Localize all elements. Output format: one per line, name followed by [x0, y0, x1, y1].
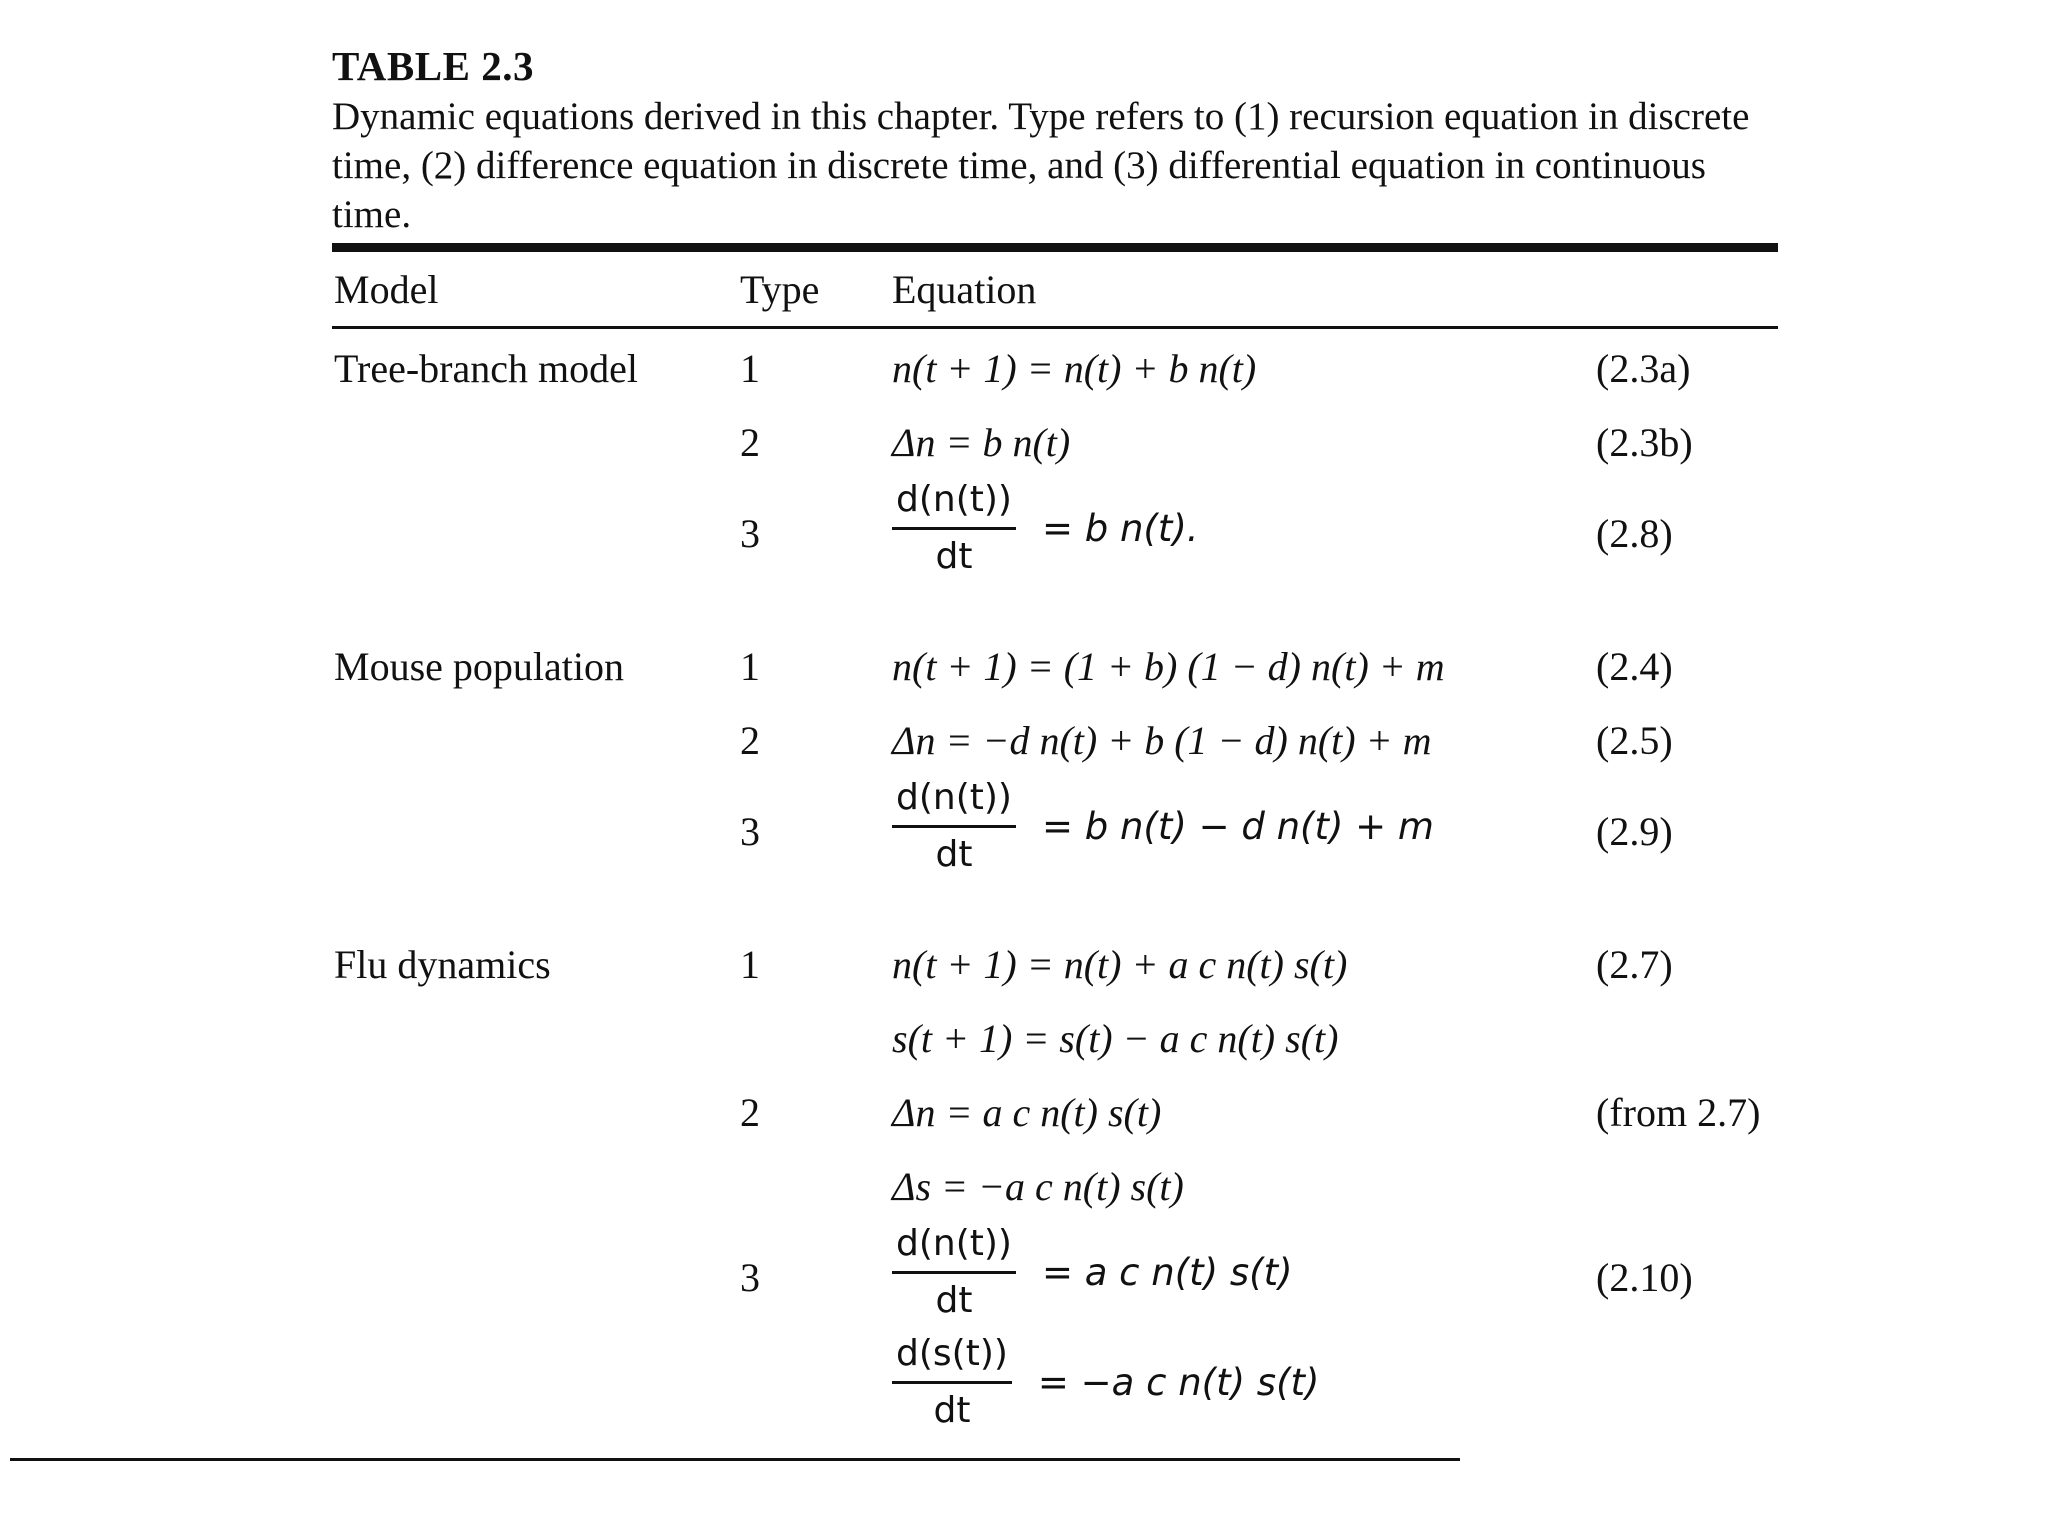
fraction-numerator: d(n(t)): [892, 1221, 1016, 1274]
table-row: [332, 1331, 1790, 1441]
fraction-numerator: d(n(t)): [892, 775, 1016, 828]
equation-reference: (2.3b): [1596, 420, 1693, 465]
table-row: [332, 1221, 1790, 1331]
equation-rhs: = b n(t).: [1041, 507, 1199, 550]
equation-rhs: = b n(t) − d n(t) + m: [1041, 805, 1434, 848]
table-row: [332, 477, 1790, 587]
table-row: [332, 403, 1790, 477]
table-row: [332, 1073, 1790, 1147]
table-row: [332, 1147, 1790, 1221]
fraction-denominator: dt: [933, 1390, 971, 1431]
equation-reference: (2.8): [1596, 511, 1673, 556]
model-name: Mouse population: [334, 644, 624, 689]
equation: [892, 1015, 1338, 1062]
table-row: [332, 775, 1790, 885]
fraction-numerator: d(s(t)): [892, 1331, 1012, 1384]
equation-text: Δn = b n(t): [892, 420, 1071, 465]
type-number: 2: [740, 718, 760, 763]
fraction-denominator: dt: [935, 834, 973, 875]
equation-reference: (2.3a): [1596, 346, 1691, 391]
derivative-fraction: [892, 1331, 1012, 1434]
model-group: [332, 587, 1790, 885]
equation: [892, 643, 1445, 690]
fraction-denominator: dt: [935, 1280, 973, 1321]
type-number: 3: [740, 511, 760, 556]
derivative-fraction: [892, 775, 1016, 878]
header-model: Model: [334, 267, 439, 312]
bottom-rule: [10, 1458, 1460, 1461]
header-type: Type: [740, 267, 820, 312]
equation-reference: (2.4): [1596, 644, 1673, 689]
derivative-fraction: [892, 1221, 1016, 1324]
equation: [892, 1089, 1161, 1136]
equation: [892, 1163, 1184, 1210]
table-row: [332, 925, 1790, 999]
equation-text: s(t + 1) = s(t) − a c n(t) s(t): [892, 1016, 1339, 1061]
model-group: [332, 329, 1790, 587]
top-rule: [332, 243, 1778, 252]
table-row: [332, 999, 1790, 1073]
equation-text: n(t + 1) = (1 + b) (1 − d) n(t) + m: [892, 644, 1445, 689]
equation: [892, 419, 1070, 466]
equation-text: n(t + 1) = n(t) + b n(t): [892, 346, 1257, 391]
type-number: 2: [740, 1090, 760, 1135]
type-number: 1: [740, 346, 760, 391]
equation: [892, 345, 1256, 392]
table-document: [332, 40, 1790, 1441]
derivative-fraction: [892, 477, 1016, 580]
equation-reference: (2.7): [1596, 942, 1673, 987]
equation: [892, 941, 1347, 988]
type-number: 3: [740, 1255, 760, 1300]
equation-reference: (2.9): [1596, 809, 1673, 854]
equation: [892, 477, 1199, 580]
header-equation: Equation: [892, 267, 1037, 312]
type-number: 2: [740, 420, 760, 465]
header-row: [332, 252, 1790, 326]
model-group: [332, 885, 1790, 1441]
model-name: Flu dynamics: [334, 942, 551, 987]
equation: [892, 717, 1431, 764]
equation-text: Δs = −a c n(t) s(t): [892, 1164, 1184, 1209]
equation-text: Δn = a c n(t) s(t): [892, 1090, 1162, 1135]
equation: [892, 775, 1434, 878]
table-body: [332, 329, 1790, 1441]
table-row: [332, 329, 1790, 403]
equation-reference: (2.5): [1596, 718, 1673, 763]
equation: [892, 1331, 1319, 1434]
type-number: 1: [740, 942, 760, 987]
equation-reference: (2.10): [1596, 1255, 1693, 1300]
equation-rhs: = a c n(t) s(t): [1041, 1251, 1293, 1294]
type-number: 3: [740, 809, 760, 854]
table-row: [332, 701, 1790, 775]
equation-text: n(t + 1) = n(t) + a c n(t) s(t): [892, 942, 1348, 987]
equation: [892, 1221, 1293, 1324]
equation-reference: (from 2.7): [1596, 1090, 1761, 1135]
model-name: Tree-branch model: [334, 346, 638, 391]
table-row: [332, 627, 1790, 701]
table-caption: Dynamic equations derived in this chapter. Type refers to (1) recursion equation in discrete time, (2) difference equation in discrete time, and (3) differential equation in continuous time.: [332, 95, 1750, 236]
table-label: TABLE 2.3: [332, 43, 534, 89]
type-number: 1: [740, 644, 760, 689]
equation-rhs: = −a c n(t) s(t): [1037, 1361, 1320, 1404]
fraction-numerator: d(n(t)): [892, 477, 1016, 530]
fraction-denominator: dt: [935, 536, 973, 577]
equation-text: Δn = −d n(t) + b (1 − d) n(t) + m: [892, 718, 1432, 763]
